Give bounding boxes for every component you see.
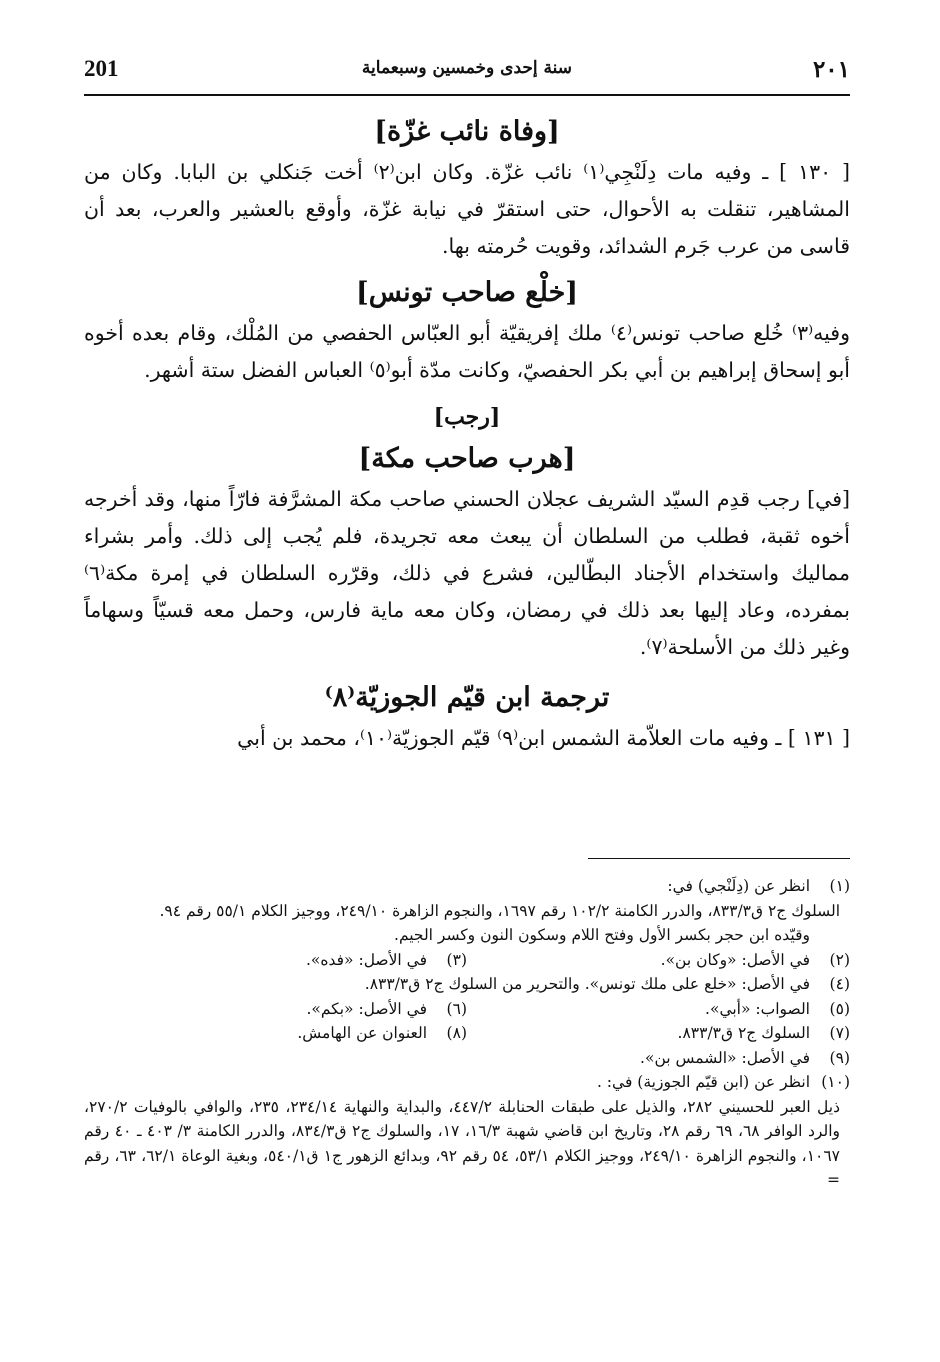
footnote-continuation: [84, 923, 850, 948]
footnote-number: (٧): [829, 1024, 850, 1042]
footnote-text: الصواب: «أبي».: [705, 999, 810, 1018]
page-header: [84, 56, 850, 90]
footnote-rule: [588, 858, 850, 859]
footnote: [84, 1070, 850, 1095]
footnote-text: السلوك ج٢ ق٨٣٣/٣، والدرر الكامنة ١٠٢/٢ رقم ١٦٩٧، والنجوم الزاهرة ٢٤٩/١٠، ووجيز الكلام ٥٥/١ رقم ٩٤.: [159, 901, 840, 920]
footnote-text: انظر عن (دِلَنْجي) في:: [667, 877, 810, 895]
footnote: [84, 874, 850, 899]
footnote-number: (٦): [446, 999, 467, 1018]
footnote: [467, 948, 850, 973]
footnote-text: في الأصل: «فده».: [305, 950, 427, 969]
footnote-text: وقيّده ابن حجر بكسر الأول وفتح اللام وسكون النون وكسر الجيم.: [394, 926, 810, 944]
footnote-number: (٣): [446, 950, 467, 969]
paragraph: وفيه⁽٣⁾ خُلع صاحب تونس⁽٤⁾ ملك إفريقيّة أبو العبّاس الحفصي من المُلْك، وقام بعده أخوه أبو إسحاق إبراهيم بن أبي بكر الحفصيّ، وكانت مدّة أبو⁽٥⁾ العباس الفضل ستة أشهر.: [84, 321, 850, 382]
footnote-text: في الأصل: «خلع على ملك تونس». والتحرير من السلوك ج٢ ق٨٣٣/٣.: [364, 975, 810, 993]
footnote-text: في الأصل: «بكم».: [306, 999, 427, 1018]
footnote: [467, 1021, 850, 1046]
running-title: سنة إحدى وخمسين وسبعماية: [361, 58, 573, 78]
paragraph: [ ١٣١ ] ـ وفيه مات العلاّمة الشمس ابن⁽٩⁾ قيّم الجوزيّة⁽١٠⁾، محمد بن أبي: [237, 726, 850, 750]
footnote: [84, 1021, 467, 1046]
footnote-row: [84, 1021, 850, 1046]
month-heading: [رجب]: [433, 404, 501, 430]
footnote-number: (٨): [446, 1024, 467, 1042]
footnote-text: ذيل العبر للحسيني ٢٨٢، والذيل على طبقات الحنابلة ٤٤٧/٢، والبداية والنهاية ٢٣٤/١٤، ٢٣٥، والوافي بالوفيات ٢٧٠/٢، والرد الوافر ٦٨، ٦٩ رقم ٢٨، وتاريخ ابن قاضي شهبة ١٦/٣، ١٧، والسلوك ج٢ ق٨٣٤/٣، والدرر الكامنة ٣/ ٤٠٣ ـ ٤٠ رقم ١٠٦٧، والنجوم الزاهرة ٢٤٩/١٠، ووجيز الكلام ٥٣/١، ٥٤ رقم ٩٢، وبدائع الزهور ج١ ق٥٤٠/١، وبغية الوعاة ٦٢/١، ٦٣، رقم =: [84, 1097, 840, 1189]
footnote-text: في الأصل: «الشمس بن».: [640, 1048, 810, 1067]
section-heading: [هرب صاحب مكة]: [358, 443, 576, 474]
footnote-row: [84, 997, 850, 1022]
footnote-text: العنوان عن الهامش.: [297, 1024, 427, 1042]
section-heading: [خلْع صاحب تونس]: [355, 277, 579, 308]
section-heading: ترجمة ابن قيّم الجوزيّة⁽٨⁾: [324, 682, 610, 713]
footnote-continuation: [84, 1095, 850, 1193]
footnote-text: انظر عن (ابن قيّم الجوزية) في: .: [596, 1073, 810, 1091]
page-number-latin: 201: [84, 56, 119, 81]
page-number-arabic: ٢٠١: [812, 56, 850, 83]
footnote-number: (٩): [829, 1048, 850, 1067]
footnote-row: [84, 948, 850, 973]
header-rule: [84, 94, 850, 96]
footnote-number: (٢): [829, 950, 850, 969]
footnotes: [84, 874, 850, 1193]
footnote: [84, 997, 467, 1022]
footnote: [467, 997, 850, 1022]
footnote-text: في الأصل: «وكان بن».: [660, 950, 810, 969]
section-heading: [وفاة نائب غزّة]: [374, 116, 560, 147]
main-text: [84, 110, 850, 757]
footnote-continuation: [84, 899, 850, 924]
footnote: [84, 972, 850, 997]
footnote: [84, 948, 467, 973]
paragraph: [في] رجب قدِم السيّد الشريف عجلان الحسني صاحب مكة المشرَّفة فارّاً منها، وقد أخرجه أخوه ثقبة، فطلب من السلطان أن يبعث معه تجريدة، فلم يُجب إلى ذلك. وأمر بشراء مماليك واستخدام الأجناد البطّالين، فشرع في ذلك، وقرّره السلطان في إمرة مكة⁽٦⁾ بمفرده، وعاد إليها بعد ذلك في رمضان، وكان معه ماية فارس، وحمل معه قسيّاً وسهاماً وغير ذلك من الأسلحة⁽٧⁾.: [84, 487, 850, 659]
footnote-number: (٥): [829, 999, 850, 1018]
footnote-number: (٤): [829, 975, 850, 993]
footnote: [84, 1046, 850, 1071]
footnote-number: (١): [829, 877, 850, 895]
footnote-text: السلوك ج٢ ق٨٣٣/٣.: [677, 1024, 810, 1042]
footnote-number: (١٠): [821, 1073, 850, 1091]
paragraph: [ ١٣٠ ] ـ وفيه مات دِلَنْجِي⁽١⁾ نائب غزّة. وكان ابن⁽٢⁾ أخت جَنكلي بن البابا. وكان من المشاهير، تنقلت به الأحوال، حتى استقرّ في نيابة غزّة، وأوقع بالعشير والعرب، بعد أن قاسى من عرب جَرم الشدائد، وقويت حُرمته بها.: [84, 160, 851, 258]
